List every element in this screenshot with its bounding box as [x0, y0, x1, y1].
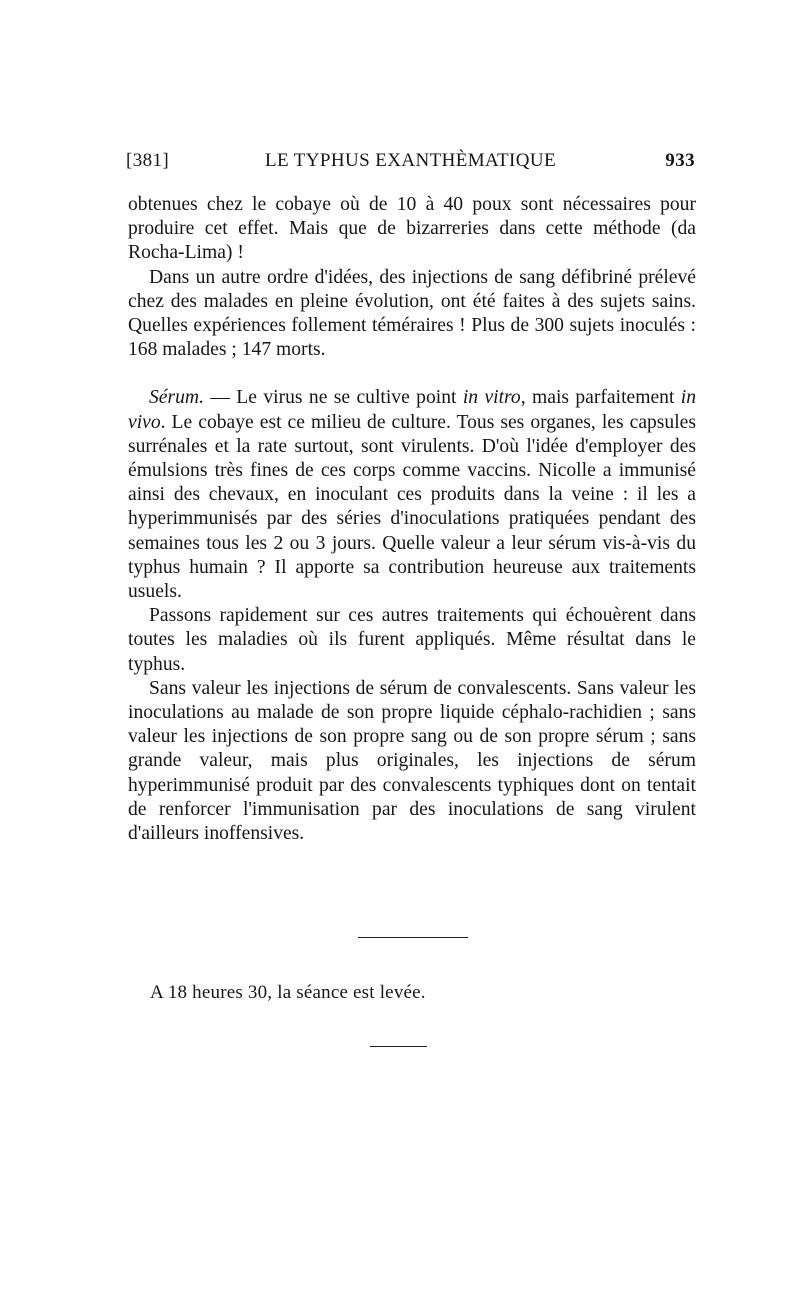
paragraph-other-treatments: Passons rapidement sur ces autres traitements qui échouèrent dans toutes les maladies où ils furent appliqués. Même résultat dans le typhus. [128, 605, 696, 675]
term-in-vitro: in vitro [462, 387, 521, 409]
serum-text-mid: , mais parfaitement [520, 387, 681, 409]
closing-line: A 18 heures 30, la séance est levée. [150, 982, 426, 1003]
page-reference: [381] [126, 150, 170, 171]
end-rule [370, 1046, 427, 1047]
paragraph-injections: Dans un autre ordre d'idées, des injections de sang défibriné prélevé chez des malades en pleine évolution, ont été faites à des sujets sains. Quelles expériences follement téméraires ! Plus de 300 sujets inoculés : 168 malades ; 147 morts. [128, 266, 696, 361]
serum-text-lead: — Le virus ne se cultive point [203, 387, 463, 409]
paragraph-serum [128, 386, 696, 604]
serum-text-rest: . Le cobaye est ce milieu de culture. Tous ses organes, les capsules surrénales et la rate surtout, sont virulents. D'où l'idée d'employer des émulsions très fines de ces corps comme vaccins. Nicolle a immunisé ainsi des chevaux, en inoculant ces produits dans la veine : il les a hyperimmunisés par des séries d'inoculations pratiquées pendant des semaines tous les 2 ou 3 jours. Quelle valeur a leur sérum vis-à-vis du typhus humain ? Il apporte sa contribution heureuse aux traitements usuels. [128, 411, 696, 603]
section-divider-rule [358, 937, 468, 938]
term-in-vivo: in vivo [128, 387, 697, 433]
paragraph-sans-valeur: Sans valeur les injections de sérum de convalescents. Sans valeur les inoculations au malade de son propre liquide céphalo-rachidien ; sans valeur les injections de son propre sang ou de son propre sérum ; sans grande valeur, mais plus originales, les injections de sérum hyperimmunisé produit par des convalescents typhiques dont on tentait de renforcer l'immunisation par des inoculations de sang virulent d'ailleurs inoffensives. [128, 677, 696, 845]
page-header [126, 150, 695, 180]
running-title: LE TYPHUS EXANTHÈMATIQUE [264, 150, 557, 171]
paragraph-continuation: obtenues chez le cobaye où de 10 à 40 poux sont nécessaires pour produire cet effet. Mais que de bizarreries dans cette méthode (da Rocha-Lima) ! [128, 194, 696, 264]
section-label-serum: Sérum. [149, 387, 204, 409]
body-text [128, 193, 696, 846]
page-number: 933 [665, 150, 695, 171]
